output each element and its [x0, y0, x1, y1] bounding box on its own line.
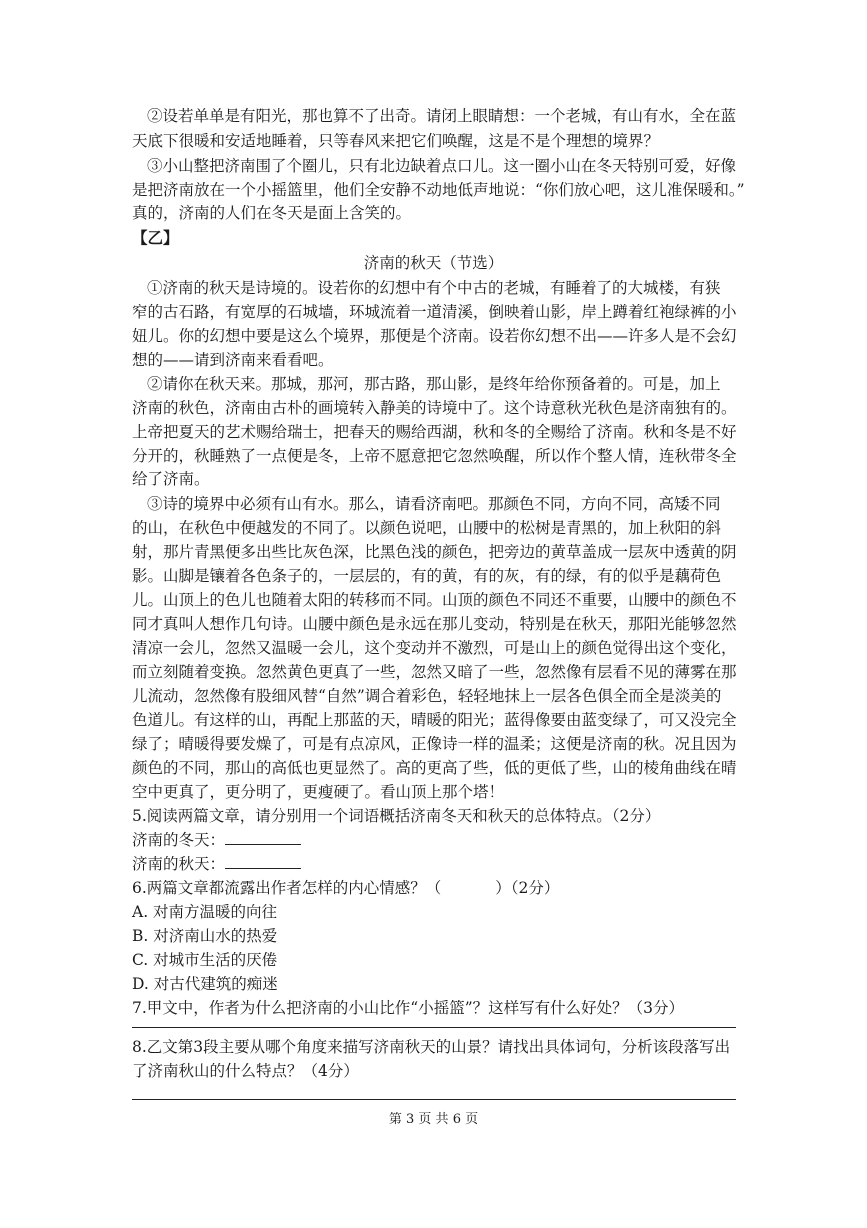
- yi-line: 想的——请到济南来看看吧。: [132, 351, 334, 369]
- yi-line: 妞儿。你的幻想中要是这么个境界，那便是个济南。设若你幻想不出——许多人是不会幻: [132, 327, 737, 345]
- yi-line: ①济南的秋天是诗境的。设若你的幻想中有个中古的老城，有睡着了的大城楼，有狭: [147, 279, 721, 297]
- question-5-winter: [132, 830, 301, 850]
- jia-paragraph-3-line-1: ③小山整把济南围了个圈儿，只有北边缺着点口儿。这一圈小山在冬天特别可爱，好像: [147, 157, 737, 175]
- yi-label: 【乙】: [132, 228, 179, 247]
- jia-paragraph-2-line-2: 天底下很暖和安适地睡着，只等春风来把它们唤醒，这是不是个理想的境界？: [132, 132, 660, 150]
- yi-line: 影。山脚是镶着各色条子的，一层层的，有的黄，有的灰，有的绿，有的似乎是藕荷色: [132, 567, 722, 585]
- question-5-autumn: [132, 854, 301, 874]
- yi-line: 上帝把夏天的艺术赐给瑞士，把春天的赐给西湖，秋和冬的全赐给了济南。秋和冬是不好: [132, 423, 737, 441]
- question-5-autumn-label: 济南的秋天：: [132, 855, 226, 873]
- jia-paragraph-2-line-1: ②设若单单是有阳光，那也算不了出奇。请闭上眼睛想：一个老城，有山有水，全在蓝: [147, 107, 737, 125]
- jia-paragraph-3-line-2: 是把济南放在一个小摇篮里，他们全安静不动地低声地说：“你们放心吧，这儿准保暖和。”: [132, 181, 745, 199]
- question-8-prompt-line-1: 8.乙文第3段主要从哪个角度来描写济南秋天的山景？请找出具体词句，分析该段落写出: [132, 1038, 731, 1056]
- question-8-prompt-line-2: 了济南秋山的什么特点？（4分）: [132, 1062, 359, 1080]
- yi-line: 空中更真了，更分明了，更瘦硬了。看山顶上那个塔！: [132, 783, 505, 801]
- page-number: 第 3 页 共 6 页: [388, 1112, 479, 1127]
- option-d: D. 对古代建筑的痴迷: [132, 975, 278, 993]
- yi-line: 绿了；晴暖得要发燥了，可是有点凉风，正像诗一样的温柔；这便是济南的秋。况且因为: [132, 735, 737, 753]
- yi-line: 颜色的不同，那山的高低也更显然了。高的更高了些，低的更低了些，山的棱角曲线在晴: [132, 759, 737, 777]
- option-c: C. 对城市生活的厌倦: [132, 951, 278, 969]
- yi-line: ③诗的境界中必须有山有水。那么，请看济南吧。那颜色不同，方向不同，高矮不同: [147, 495, 721, 513]
- yi-line: 同才真叫人想作几句诗。山腰中颜色是永远在那儿变动，特别是在秋天，那阳光能够忽然: [132, 615, 737, 633]
- yi-line: ②请你在秋天来。那城，那河，那古路，那山影，是终年给你预备着的。可是，加上: [147, 375, 721, 393]
- answer-line-q8[interactable]: [132, 1099, 736, 1100]
- yi-line: 清凉一会儿，忽然又温暖一会儿，这个变动并不激烈，可是山上的颜色觉得出这个变化，: [132, 639, 737, 657]
- question-6-prompt: [132, 878, 559, 898]
- question-5-prompt: 5.阅读两篇文章，请分别用一个词语概括济南冬天和秋天的总体特点。（2分）: [132, 807, 661, 825]
- yi-line: 色道儿。有这样的山，再配上那蓝的天，晴暖的阳光；蓝得像要由蓝变绿了，可又没完全: [132, 711, 737, 729]
- answer-blank-autumn[interactable]: [225, 854, 301, 869]
- yi-line: 济南的秋色，济南由古朴的画境转入静美的诗境中了。这个诗意秋光秋色是济南独有的。: [132, 399, 737, 417]
- yi-line: 窄的古石路，有宽厚的石城墙，环城流着一道清溪，倒映着山影，岸上蹲着红袍绿裤的小: [132, 303, 737, 321]
- answer-blank-winter[interactable]: [225, 830, 301, 845]
- question-7-prompt: 7.甲文中，作者为什么把济南的小山比作“小摇篮”？这样写有什么好处？（3分）: [132, 999, 685, 1017]
- yi-line: 儿。山顶上的色儿也随着太阳的转移而不同。山顶的颜色不同还不重要，山腰中的颜色不: [132, 591, 737, 609]
- question-6-prompt-a: 6.两篇文章都流露出作者怎样的内心情感？（: [132, 879, 442, 897]
- yi-line: 给了济南。: [132, 470, 210, 488]
- question-5-winter-label: 济南的冬天：: [132, 831, 226, 849]
- question-6-prompt-b: ）（2分）: [495, 879, 560, 897]
- yi-line: 儿流动，忽然像有股细风替“自然”调合着彩色，轻轻地抹上一层各色俱全而全是淡美的: [132, 687, 722, 705]
- option-a: A. 对南方温暖的向往: [132, 903, 278, 921]
- jia-paragraph-3-line-3: 真的，济南的人们在冬天是面上含笑的。: [132, 204, 412, 222]
- option-b: B. 对济南山水的热爱: [132, 927, 278, 945]
- yi-title: 济南的秋天（节选）: [363, 254, 504, 272]
- yi-line: 分开的，秋睡熟了一点便是冬，上帝不愿意把它忽然唤醒，所以作个整人情，连秋带冬全: [132, 447, 737, 465]
- yi-line: 射，那片青黑便多出些比灰色深，比黑色浅的颜色，把旁边的黄草盖成一层灰中透黄的阴: [132, 543, 737, 561]
- yi-line: 而立刻随着变换。忽然黄色更真了一些，忽然又暗了一些，忽然像有层看不见的薄雾在那: [132, 663, 737, 681]
- yi-line: 的山，在秋色中便越发的不同了。以颜色说吧，山腰中的松树是青黑的，加上秋阳的斜: [132, 519, 722, 537]
- answer-line-q7[interactable]: [132, 1027, 736, 1028]
